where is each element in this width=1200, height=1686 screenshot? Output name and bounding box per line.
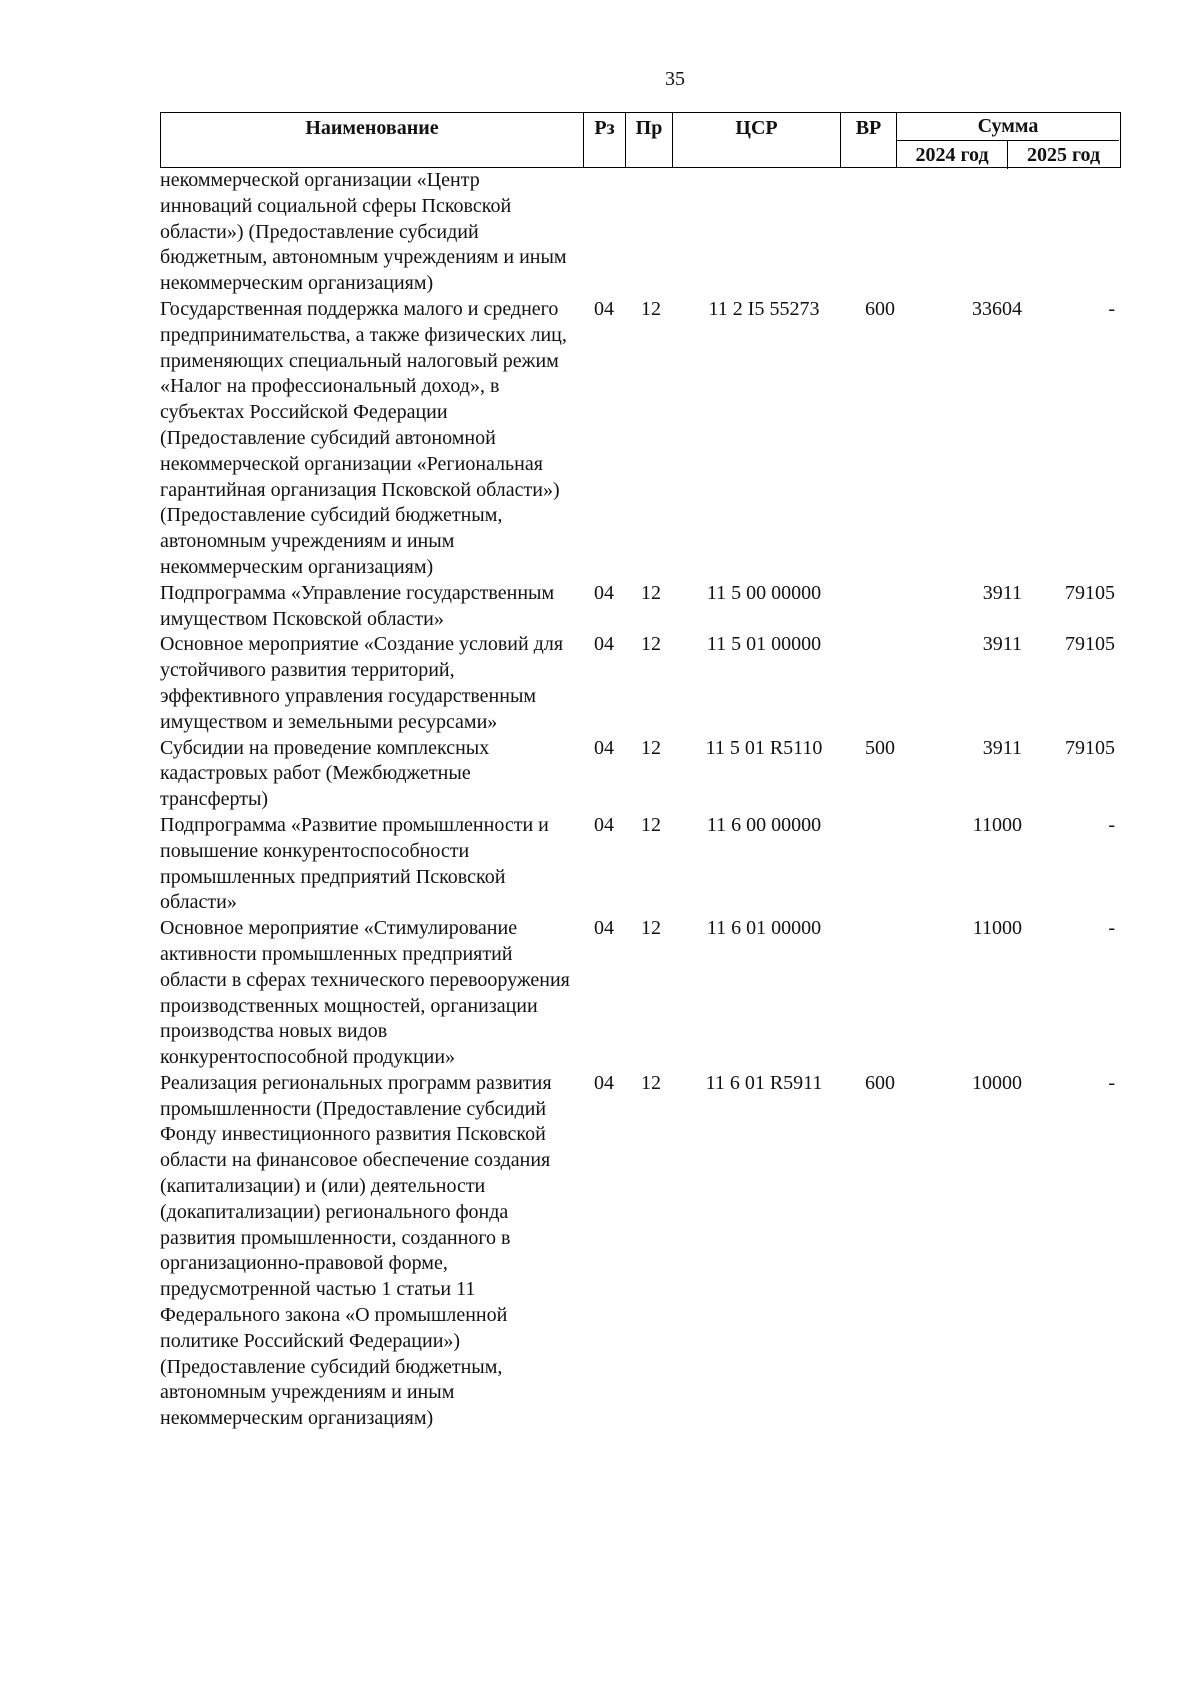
cell-csr: 11 5 01 00000 xyxy=(706,633,822,656)
cell-name: Подпрограмма «Управление государственным имуществом Псковской области» xyxy=(160,581,555,630)
cell-pr: 12 xyxy=(641,813,661,836)
table-row xyxy=(160,736,1121,813)
cell-rz: 04 xyxy=(594,633,614,656)
table-header xyxy=(160,112,1121,168)
cell-pr: 12 xyxy=(641,1071,661,1094)
cell-y2025: - xyxy=(1108,813,1115,836)
cell-pr: 12 xyxy=(641,917,661,940)
cell-name: некоммерческой организации «Центр инноваций социальной сферы Псковской области») (Предоставление субсидий бюджетным, автономным учреждениям и иным некоммерческим организациям) xyxy=(160,169,567,295)
cell-rz: 04 xyxy=(594,813,614,836)
table-row xyxy=(160,168,1121,297)
cell-y2025: 79105 xyxy=(1065,633,1115,656)
cell-pr: 12 xyxy=(641,581,661,604)
cell-csr: 11 5 00 00000 xyxy=(706,581,822,604)
cell-y2025: 79105 xyxy=(1065,736,1115,759)
cell-rz: 04 xyxy=(594,1071,614,1094)
cell-rz: 04 xyxy=(594,917,614,940)
cell-csr: 11 6 00 00000 xyxy=(706,813,822,836)
header-summa xyxy=(897,113,1119,167)
cell-y2025: - xyxy=(1108,297,1115,320)
table-row xyxy=(160,1071,1121,1432)
cell-name: Реализация региональных программ развития промышленности (Предоставление субсидий Фонду инвестиционного развития Псковской области на финансовое обеспечение создания (капитализации) и (или) деятельности (докапитализации) регионального фонда развития промышленности, созданного в организационно-правовой форме, предусмотренной частью 1 статьи 11 Федерального закона «О промышленной политике Российский Федерации») (Предоставление субсидий бюджетным, автономным учреждениям и иным некоммерческим организациям) xyxy=(160,1071,552,1430)
cell-rz: 04 xyxy=(594,297,614,320)
cell-y2024: 3911 xyxy=(982,633,1022,656)
cell-name: Субсидии на проведение комплексных кадастровых работ (Межбюджетные трансферты) xyxy=(160,736,490,811)
cell-csr: 11 6 01 R5911 xyxy=(705,1071,823,1094)
cell-csr: 11 5 01 R5110 xyxy=(705,736,823,759)
header-csr: ЦСР xyxy=(673,113,841,167)
header-rz: Рз xyxy=(584,113,626,167)
cell-y2024: 11000 xyxy=(972,813,1022,836)
cell-vr: 600 xyxy=(865,1071,895,1094)
cell-name: Подпрограмма «Развитие промышленности и повышение конкурентоспособности промышленных предприятий Псковской области» xyxy=(160,813,549,914)
header-year-2025: 2025 год xyxy=(1026,144,1101,166)
cell-name: Основное мероприятие «Стимулирование активности промышленных предприятий области в сферах технического перевооружения производственных мощностей, организации производства новых видов конкурентоспособной продукции» xyxy=(160,917,570,1069)
budget-table xyxy=(160,112,1121,1432)
cell-y2024: 3911 xyxy=(982,736,1022,759)
cell-rz: 04 xyxy=(594,581,614,604)
cell-rz: 04 xyxy=(594,736,614,759)
table-row xyxy=(160,916,1121,1071)
cell-name: Государственная поддержка малого и среднего предпринимательства, а также физических лиц, применяющих специальный налоговый режим «Налог на профессиональный доход», в субъектах Российской Федерации (Предоставление субсидий автономной некоммерческой организации «Региональная гарантийная организация Псковской области») (Предоставление субсидий бюджетным, автономным учреждениям и иным некоммерческим организациям) xyxy=(160,297,567,578)
cell-name: Основное мероприятие «Создание условий для устойчивого развития территорий, эффективного управления государственным имуществом и земельными ресурсами» xyxy=(160,633,564,733)
cell-vr: 600 xyxy=(865,297,895,320)
cell-vr: 500 xyxy=(865,736,895,759)
header-pr: Пр xyxy=(626,113,673,167)
cell-csr: 11 6 01 00000 xyxy=(706,917,822,940)
cell-y2025: - xyxy=(1108,917,1115,940)
cell-y2024: 11000 xyxy=(972,917,1022,940)
cell-y2025: 79105 xyxy=(1065,581,1115,604)
cell-csr: 11 2 I5 55273 xyxy=(708,297,820,320)
header-name: Наименование xyxy=(161,113,584,167)
header-summa-label: Сумма xyxy=(897,113,1119,141)
cell-y2025: - xyxy=(1108,1071,1115,1094)
table-row xyxy=(160,632,1121,735)
header-year-2024: 2024 год xyxy=(897,141,1008,169)
cell-y2024: 33604 xyxy=(972,297,1022,320)
table-body xyxy=(160,168,1121,1432)
page-number: 35 xyxy=(665,68,685,90)
cell-pr: 12 xyxy=(641,736,661,759)
cell-pr: 12 xyxy=(641,297,661,320)
header-vr: ВР xyxy=(841,113,897,167)
table-row xyxy=(160,813,1121,916)
cell-y2024: 3911 xyxy=(982,581,1022,604)
cell-y2024: 10000 xyxy=(972,1071,1022,1094)
table-row xyxy=(160,581,1121,633)
table-row xyxy=(160,297,1121,581)
cell-pr: 12 xyxy=(641,633,661,656)
